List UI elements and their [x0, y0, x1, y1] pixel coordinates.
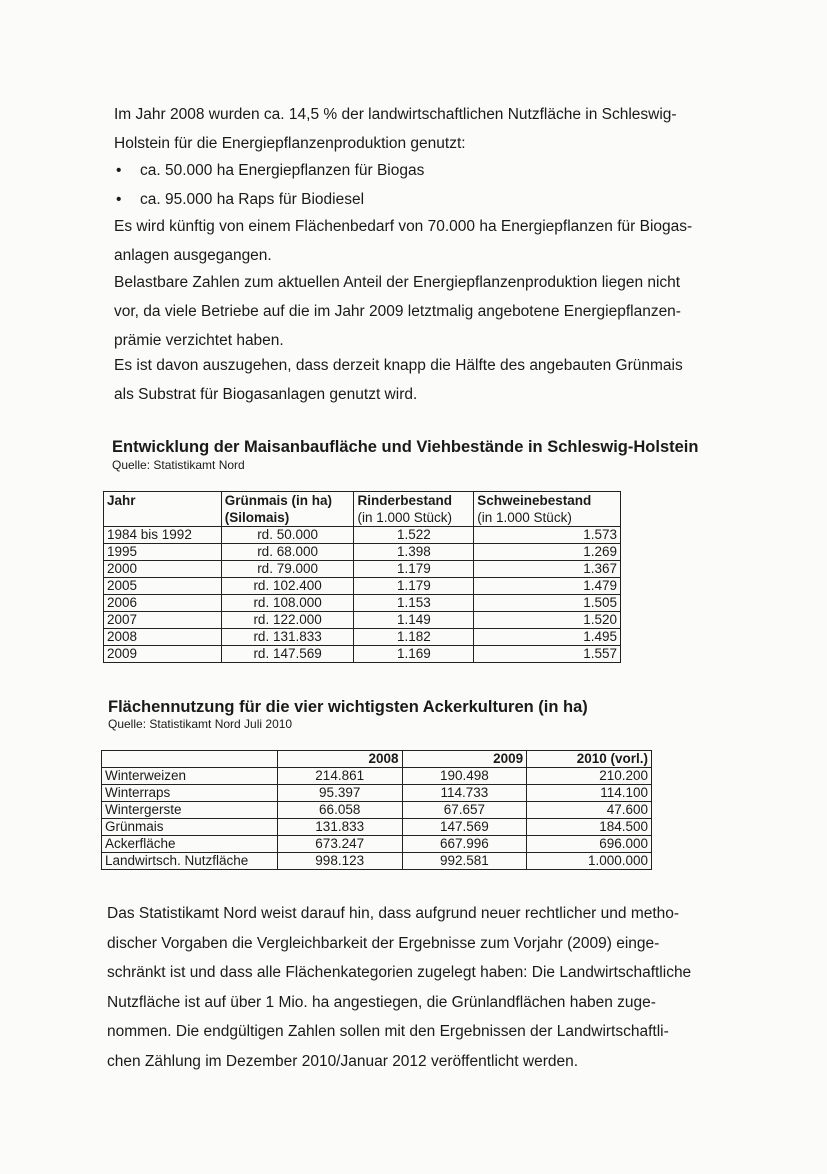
column-header-year [104, 492, 222, 527]
text-line: nommen. Die endgültigen Zahlen sollen mit den Ergebnissen der Landwirtschaftli- [107, 1023, 669, 1040]
column-header-pigs [474, 492, 621, 527]
text-line: Belastbare Zahlen zum aktuellen Anteil der Energiepflanzenproduktion liegen nicht [114, 274, 681, 291]
table-cell: 673.247 [277, 836, 402, 853]
table-row [104, 646, 621, 663]
table-cell: 114.733 [402, 785, 527, 802]
table-row [104, 527, 621, 544]
table-cell: 1.522 [354, 527, 474, 544]
table-cell: 1.179 [354, 561, 474, 578]
bullet-item: • ca. 95.000 ha Raps für Biodiesel [114, 185, 424, 214]
table-cell: rd. 147.569 [221, 646, 354, 663]
table-cell: 1.573 [474, 527, 621, 544]
table-cell: 214.861 [277, 768, 402, 785]
table-cell: 2005 [104, 578, 222, 595]
table-row [102, 819, 652, 836]
table-row [102, 853, 652, 870]
table2-source: Quelle: Statistikamt Nord Juli 2010 [108, 717, 293, 731]
bullet-list [114, 156, 424, 214]
table-cell: 47.600 [527, 802, 652, 819]
table-cell: Schweinebestand [477, 493, 592, 508]
table-header-row [102, 751, 652, 768]
table-cell: 1.495 [474, 629, 621, 646]
table-cell: 1.479 [474, 578, 621, 595]
paragraph-figures [114, 268, 724, 355]
table-cell: rd. 122.000 [221, 612, 354, 629]
table-cell: 1.557 [474, 646, 621, 663]
table-cell: rd. 131.833 [221, 629, 354, 646]
intro-paragraph [114, 100, 724, 158]
table-cell: (Silomais) [224, 510, 290, 525]
table-cell: 184.500 [527, 819, 652, 836]
table-row [104, 578, 621, 595]
closing-paragraph [107, 899, 717, 1076]
crop-area-table [101, 750, 652, 870]
text-line: vor, da viele Betriebe auf die im Jahr 2009 letztmalig angebotene Energiepflanzen- [114, 303, 681, 320]
table-cell: 210.200 [527, 768, 652, 785]
table-row [104, 544, 621, 561]
text-line: anlagen ausgegangen. [114, 247, 272, 264]
table-cell: 67.657 [402, 802, 527, 819]
table-cell: 1.169 [354, 646, 474, 663]
table-row [104, 561, 621, 578]
table-cell: 998.123 [277, 853, 402, 870]
table-row [102, 768, 652, 785]
table-cell: Grünmais (in ha) [224, 493, 332, 508]
table-cell: 114.100 [527, 785, 652, 802]
table-cell: 696.000 [527, 836, 652, 853]
text-line: Holstein für die Energiepflanzenproduktion genutzt: [114, 135, 466, 152]
table-cell: 1995 [104, 544, 222, 561]
text-line: prämie verzichtet haben. [114, 332, 284, 349]
table-cell: 1.367 [474, 561, 621, 578]
table-cell: 1.505 [474, 595, 621, 612]
table-cell: rd. 50.000 [221, 527, 354, 544]
table-cell: 1.179 [354, 578, 474, 595]
table1-title: Entwicklung der Maisanbaufläche und Viehbestände in Schleswig-Holstein [112, 438, 699, 456]
column-header-2010: 2010 (vorl.) [527, 751, 652, 768]
table-cell: 190.498 [402, 768, 527, 785]
text-line: Das Statistikamt Nord weist darauf hin, dass aufgrund neuer rechtlicher und metho- [107, 905, 680, 922]
table-row [102, 785, 652, 802]
table-cell: rd. 102.400 [221, 578, 354, 595]
column-header-maize [221, 492, 354, 527]
table-row [104, 612, 621, 629]
text-line: Im Jahr 2008 wurden ca. 14,5 % der landwirtschaftlichen Nutzfläche in Schleswig- [114, 106, 677, 123]
table-cell: Winterraps [102, 785, 278, 802]
table-cell: 1.269 [474, 544, 621, 561]
paragraph-demand [114, 212, 724, 270]
column-header-crop [102, 751, 278, 768]
table-cell: rd. 68.000 [221, 544, 354, 561]
table-header-row [104, 492, 621, 527]
table-cell: rd. 108.000 [221, 595, 354, 612]
table-cell: 1.000.000 [527, 853, 652, 870]
table-cell: 1984 bis 1992 [104, 527, 222, 544]
table-cell: rd. 79.000 [221, 561, 354, 578]
table-cell: 66.058 [277, 802, 402, 819]
column-header-cattle [354, 492, 474, 527]
table-cell: 95.397 [277, 785, 402, 802]
table-cell: 2008 [104, 629, 222, 646]
table-cell: 1.153 [354, 595, 474, 612]
paragraph-substrate [114, 351, 724, 409]
text-line: discher Vorgaben die Vergleichbarkeit der Ergebnisse zum Vorjahr (2009) einge- [107, 934, 660, 952]
table-cell: 1.398 [354, 544, 474, 561]
table-cell: (in 1.000 Stück) [357, 510, 453, 525]
table-cell: Jahr [107, 493, 136, 508]
table-cell: Rinderbestand [357, 493, 452, 508]
table-cell: 992.581 [402, 853, 527, 870]
bullet-item: • ca. 50.000 ha Energiepflanzen für Biogas [114, 156, 424, 185]
text-line: chen Zählung im Dezember 2010/Januar 2012 veröffentlicht werden. [107, 1052, 579, 1070]
table-row [102, 802, 652, 819]
text-line: Nutzfläche ist auf über 1 Mio. ha angestiegen, die Grünlandflächen haben zuge- [107, 993, 656, 1011]
table-cell: 131.833 [277, 819, 402, 836]
text-line: Es ist davon auszugehen, dass derzeit knapp die Hälfte des angebauten Grünmais [114, 357, 683, 374]
table-cell: 2000 [104, 561, 222, 578]
table2-title: Flächennutzung für die vier wichtigsten Ackerkulturen (in ha) [108, 698, 588, 716]
table1-source: Quelle: Statistikamt Nord [112, 458, 245, 472]
table-cell: 2006 [104, 595, 222, 612]
text-line: Es wird künftig von einem Flächenbedarf von 70.000 ha Energiepflanzen für Biogas- [114, 218, 693, 235]
table-cell: Wintergerste [102, 802, 278, 819]
table-row [104, 629, 621, 646]
table-cell: 1.520 [474, 612, 621, 629]
table-cell: 2009 [104, 646, 222, 663]
table-cell: Ackerfläche [102, 836, 278, 853]
table-cell: (in 1.000 Stück) [477, 510, 572, 525]
table-cell: Landwirtsch. Nutzfläche [102, 853, 278, 870]
table-cell: Grünmais [102, 819, 278, 836]
column-header-2008: 2008 [277, 751, 402, 768]
maize-livestock-table [103, 491, 621, 663]
table-cell: 2007 [104, 612, 222, 629]
table-cell: 147.569 [402, 819, 527, 836]
table-cell: 667.996 [402, 836, 527, 853]
table-cell: Winterweizen [102, 768, 278, 785]
text-line: schränkt ist und dass alle Flächenkategorien zugelegt haben: Die Landwirtschaftliche [107, 964, 692, 981]
table-cell: 1.149 [354, 612, 474, 629]
column-header-2009: 2009 [402, 751, 527, 768]
text-line: als Substrat für Biogasanlagen genutzt wird. [114, 386, 418, 403]
table-cell: 1.182 [354, 629, 474, 646]
table-row [104, 595, 621, 612]
table-row [102, 836, 652, 853]
